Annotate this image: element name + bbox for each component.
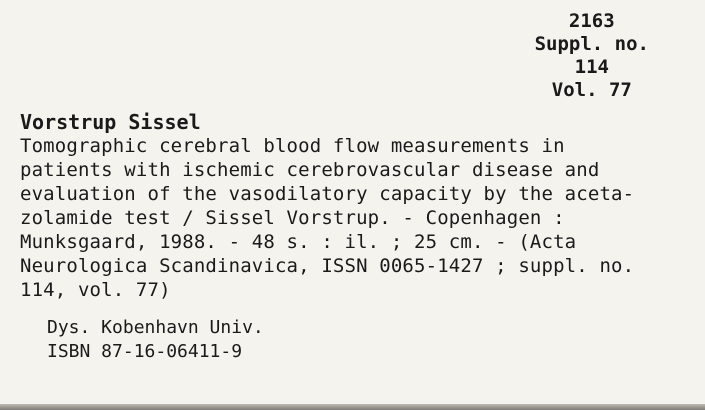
description-line: Tomographic cerebral blood flow measurements in <box>20 135 565 157</box>
notes <box>47 316 264 364</box>
call-number-line: 2163 <box>568 10 615 32</box>
call-number <box>535 10 649 102</box>
bibliographic-description <box>20 134 690 302</box>
author-heading: Vorstrup Sissel <box>20 110 201 134</box>
description-line: patients with ischemic cerebrovascular disease and <box>20 159 600 181</box>
description-line: evaluation of the vasodilatory capacity by the aceta- <box>20 183 635 205</box>
description-line: 114, vol. 77) <box>20 279 171 301</box>
description-line: zolamide test / Sissel Vorstrup. - Copenhagen : <box>20 207 565 229</box>
dissertation-note: Dys. Kobenhavn Univ. <box>47 317 264 338</box>
call-number-line: Vol. 77 <box>551 79 632 101</box>
description-line: Munksgaard, 1988. - 48 s. : il. ; 25 cm. - (Acta <box>20 231 577 253</box>
call-number-line: Suppl. no. <box>534 33 649 55</box>
call-number-line: 114 <box>574 56 609 78</box>
isbn-note: ISBN 87-16-06411-9 <box>47 341 243 362</box>
description-line: Neurologica Scandinavica, ISSN 0065-1427 ; suppl. no. <box>20 255 635 277</box>
